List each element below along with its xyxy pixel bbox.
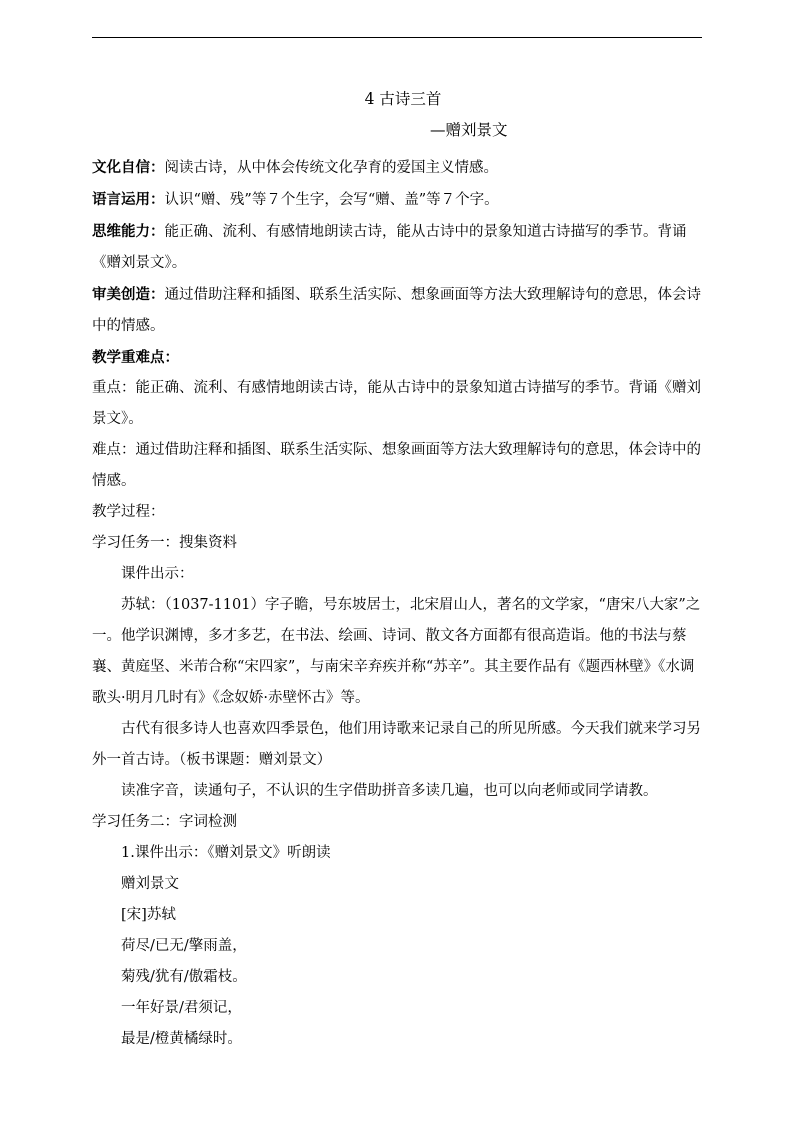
step-1: 1.课件出示：《赠刘景文》听朗读 (121, 845, 331, 861)
objective-thinking (92, 216, 708, 279)
poem-line: 菊残/犹有/傲霜枝。 (121, 969, 247, 985)
header-rule (92, 37, 702, 38)
page-title: 4 古诗三首 (364, 90, 442, 108)
difficult-point: 难点：通过借助注释和插图、联系生活实际、想象画面等方法大致理解诗句的意思，体会诗中的情感。 (92, 442, 701, 489)
poem-line: 荷尽/已无/擎雨盖， (121, 938, 247, 954)
objective-aesthetic (92, 279, 708, 342)
key-points-heading: 教学重难点： (92, 349, 179, 366)
courseware-label: 课件出示： (121, 566, 194, 582)
task1-heading: 学习任务一：搜集资料 (92, 535, 237, 551)
intro-paragraph: 古代有很多诗人也喜欢四季景色，他们用诗歌来记录自己的所见所感。今天我们就来学习另外一首古诗。（板书课题：赠刘景文） (92, 721, 701, 768)
task2-heading: 学习任务二：字词检测 (92, 814, 237, 830)
objective-label: 思维能力： (92, 223, 165, 240)
page-subtitle: —赠刘景文 (430, 121, 508, 139)
objective-text: 通过借助注释和插图、联系生活实际、想象画面等方法大致理解诗句的意思，体会诗中的情感。 (92, 287, 701, 334)
objective-text: 阅读古诗，从中体会传统文化孕育的爱国主义情感。 (164, 160, 498, 176)
objective-label: 审美创造： (92, 286, 165, 303)
document-body (92, 82, 708, 1055)
objective-label: 语言运用： (92, 191, 165, 208)
poem-author: [宋]苏轼 (121, 907, 176, 923)
poem-line: 最是/橙黄橘绿时。 (121, 1031, 242, 1047)
process-heading: 教学过程： (92, 504, 165, 520)
objective-label: 文化自信： (92, 159, 165, 176)
poem-line: 一年好景/君须记， (121, 1000, 242, 1016)
key-point: 重点：能正确、流利、有感情地朗读古诗，能从古诗中的景象知道古诗描写的季节。背诵《赠刘景文》。 (92, 380, 701, 427)
objective-text: 认识“赠、残”等７个生字，会写“赠、盖”等７个字。 (164, 192, 499, 208)
su-shi-bio: 苏轼：（1037-1101）字子瞻，号东坡居士，北宋眉山人，著名的文学家，“唐宋八大家”之一。他学识渊博，多才多艺，在书法、绘画、诗词、散文各方面都有很高造诣。他的书法与蔡襄、黄庭坚、米芾合称“宋四家”，与南宋辛弃疾并称“苏辛”。其主要作品有《题西林壁》《水调歌头·明月几时有》《念奴娇·赤壁怀古》等。 (92, 597, 701, 706)
objective-text: 能正确、流利、有感情地朗读古诗，能从古诗中的景象知道古诗描写的季节。背诵《赠刘景文》。 (92, 224, 687, 271)
objective-culture (92, 152, 708, 184)
reading-instruction: 读准字音，读通句子，不认识的生字借助拼音多读几遍，也可以向老师或同学请教。 (121, 783, 658, 799)
objective-language (92, 184, 708, 216)
poem-title: 赠刘景文 (121, 876, 179, 892)
